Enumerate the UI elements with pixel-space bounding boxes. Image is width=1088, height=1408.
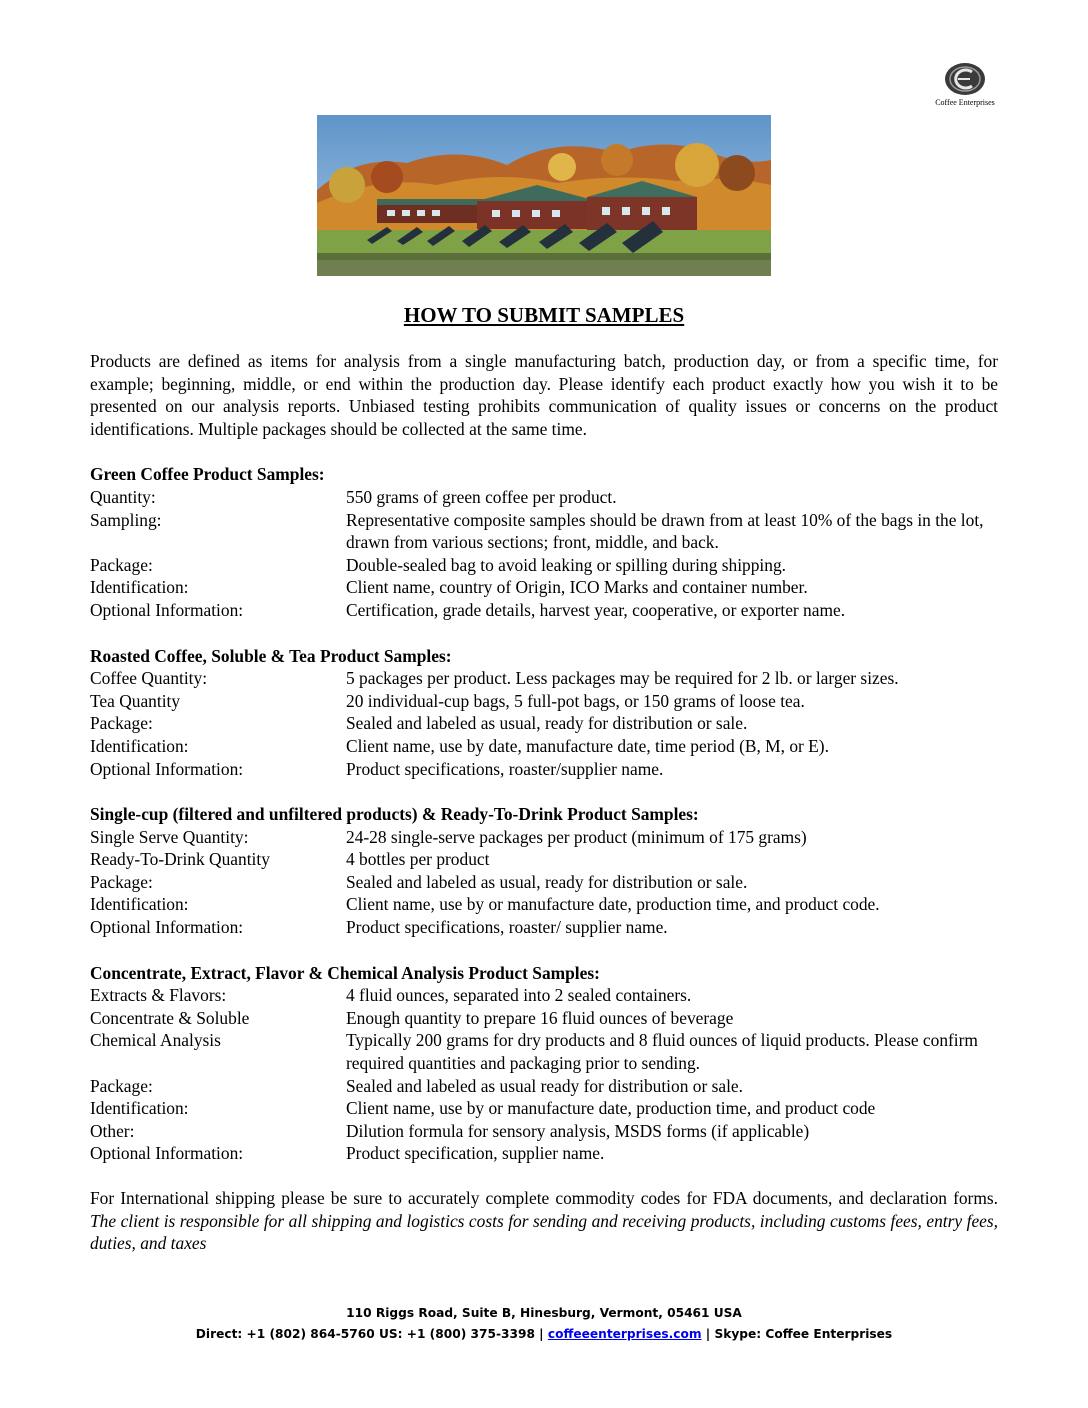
spec-row bbox=[90, 1120, 998, 1143]
spec-label: Package: bbox=[90, 1075, 153, 1096]
page-title: HOW TO SUBMIT SAMPLES bbox=[403, 303, 685, 327]
footer-phone: Direct: +1 (802) 864-5760 US: +1 (800) 375-3398 | bbox=[195, 1327, 548, 1341]
spec-value: 24-28 single-serve packages per product (minimum of 175 grams) bbox=[346, 826, 807, 847]
spec-value: Client name, country of Origin, ICO Marks and container number. bbox=[346, 577, 808, 598]
spec-label: Ready-To-Drink Quantity bbox=[90, 849, 270, 870]
intro-paragraph: Products are defined as items for analysis from a single manufacturing batch, production day, or from a specific time, for example; beginning, middle, or end within the production day. Please identify each product exactly how you wish it to be presented on our analysis reports. Unbiased testing prohibits communication of quality issues or concerns on the product identifications. Multiple packages should be collected at the same time. bbox=[90, 351, 998, 439]
spec-row bbox=[90, 690, 998, 713]
spec-value: Product specifications, roaster/ supplier name. bbox=[346, 917, 668, 938]
spec-label: Identification: bbox=[90, 735, 189, 756]
spec-label: Other: bbox=[90, 1120, 135, 1141]
company-logo bbox=[924, 62, 1006, 107]
spec-label: Tea Quantity bbox=[90, 690, 181, 711]
spec-label: Single Serve Quantity: bbox=[90, 826, 249, 847]
spec-label: Coffee Quantity: bbox=[90, 668, 208, 689]
spec-value: Certification, grade details, harvest year, cooperative, or exporter name. bbox=[346, 599, 846, 620]
spec-row bbox=[90, 758, 998, 781]
spec-label: Optional Information: bbox=[90, 917, 244, 938]
spec-row bbox=[90, 712, 998, 735]
closing-responsibility-note: The client is responsible for all shipping and logistics costs for sending and receiving products, including customs fees, entry fees, duties, and taxes bbox=[90, 1210, 998, 1254]
section-title: Green Coffee Product Samples: bbox=[90, 464, 325, 485]
spec-value: 20 individual-cup bags, 5 full-pot bags, or 150 grams of loose tea. bbox=[346, 690, 805, 711]
spec-label: Optional Information: bbox=[90, 758, 244, 779]
spec-row bbox=[90, 848, 998, 871]
footer-contact bbox=[0, 1327, 1088, 1341]
section-roasted-coffee bbox=[90, 645, 998, 781]
spec-label: Chemical Analysis bbox=[90, 1030, 221, 1051]
spec-value: Representative composite samples should be drawn from at least 10% of the bags in the lot, drawn from various sections; front, middle, and back. bbox=[346, 509, 984, 553]
spec-row bbox=[90, 1007, 998, 1030]
section-title: Roasted Coffee, Soluble & Tea Product Samples: bbox=[90, 645, 452, 666]
spec-value: 4 fluid ounces, separated into 2 sealed containers. bbox=[346, 985, 692, 1006]
spec-value: Sealed and labeled as usual ready for distribution or sale. bbox=[346, 1075, 743, 1096]
spec-label: Sampling: bbox=[90, 509, 162, 530]
spec-value: Dilution formula for sensory analysis, MSDS forms (if applicable) bbox=[346, 1120, 810, 1141]
header-photo bbox=[317, 115, 771, 276]
spec-label: Identification: bbox=[90, 1098, 189, 1119]
spec-label: Optional Information: bbox=[90, 599, 244, 620]
spec-row bbox=[90, 576, 998, 599]
section-single-cup bbox=[90, 803, 998, 939]
spec-row bbox=[90, 486, 998, 509]
spec-row bbox=[90, 1142, 998, 1165]
spec-value: Client name, use by or manufacture date, production time, and product code bbox=[346, 1098, 876, 1119]
section-concentrate bbox=[90, 962, 998, 1165]
spec-value: Typically 200 grams for dry products and 8 fluid ounces of liquid products. Please confirm required quantities and packaging prior to sending. bbox=[346, 1030, 978, 1074]
spec-row bbox=[90, 1097, 998, 1120]
spec-value: Double-sealed bag to avoid leaking or spilling during shipping. bbox=[346, 554, 787, 575]
spec-value: 550 grams of green coffee per product. bbox=[346, 486, 617, 507]
spec-row bbox=[90, 667, 998, 690]
spec-row bbox=[90, 1075, 998, 1098]
spec-label: Identification: bbox=[90, 894, 189, 915]
footer-skype: | Skype: Coffee Enterprises bbox=[701, 1327, 893, 1341]
spec-row bbox=[90, 826, 998, 849]
spec-label: Concentrate & Soluble bbox=[90, 1007, 250, 1028]
spec-value: Client name, use by date, manufacture date, time period (B, M, or E). bbox=[346, 735, 829, 756]
spec-value: Sealed and labeled as usual, ready for distribution or sale. bbox=[346, 713, 748, 734]
closing-paragraph bbox=[90, 1187, 998, 1255]
spec-row bbox=[90, 554, 998, 577]
section-title: Concentrate, Extract, Flavor & Chemical Analysis Product Samples: bbox=[90, 962, 600, 983]
spec-row bbox=[90, 984, 998, 1007]
coffee-enterprises-logo-icon bbox=[944, 62, 986, 96]
spec-row bbox=[90, 1029, 998, 1074]
spec-value: 5 packages per product. Less packages may be required for 2 lb. or larger sizes. bbox=[346, 668, 899, 689]
website-link[interactable]: coffeeenterprises.com bbox=[547, 1327, 702, 1341]
spec-value: Enough quantity to prepare 16 fluid ounces of beverage bbox=[346, 1007, 734, 1028]
spec-row bbox=[90, 509, 998, 554]
spec-row bbox=[90, 871, 998, 894]
spec-value: Sealed and labeled as usual, ready for distribution or sale. bbox=[346, 871, 748, 892]
spec-row bbox=[90, 599, 998, 622]
spec-label: Identification: bbox=[90, 577, 189, 598]
spec-value: 4 bottles per product bbox=[346, 849, 490, 870]
logo-text: Coffee Enterprises bbox=[935, 98, 995, 107]
spec-value: Product specifications, roaster/supplier name. bbox=[346, 758, 664, 779]
spec-label: Extracts & Flavors: bbox=[90, 985, 227, 1006]
closing-text: For International shipping please be sure to accurately complete commodity codes for FDA documents, and declaration forms. bbox=[90, 1188, 998, 1208]
spec-row bbox=[90, 916, 998, 939]
section-green-coffee bbox=[90, 463, 998, 621]
spec-value: Client name, use by or manufacture date, production time, and product code. bbox=[346, 894, 880, 915]
spec-label: Optional Information: bbox=[90, 1143, 244, 1164]
document-body bbox=[90, 350, 998, 1272]
section-title: Single-cup (filtered and unfiltered products) & Ready-To-Drink Product Samples: bbox=[90, 804, 699, 825]
spec-value: Product specification, supplier name. bbox=[346, 1143, 605, 1164]
footer-address: 110 Riggs Road, Suite B, Hinesburg, Vermont, 05461 USA bbox=[346, 1306, 742, 1320]
spec-label: Quantity: bbox=[90, 486, 156, 507]
spec-row bbox=[90, 893, 998, 916]
spec-label: Package: bbox=[90, 713, 153, 734]
spec-row bbox=[90, 735, 998, 758]
spec-label: Package: bbox=[90, 871, 153, 892]
spec-label: Package: bbox=[90, 554, 153, 575]
